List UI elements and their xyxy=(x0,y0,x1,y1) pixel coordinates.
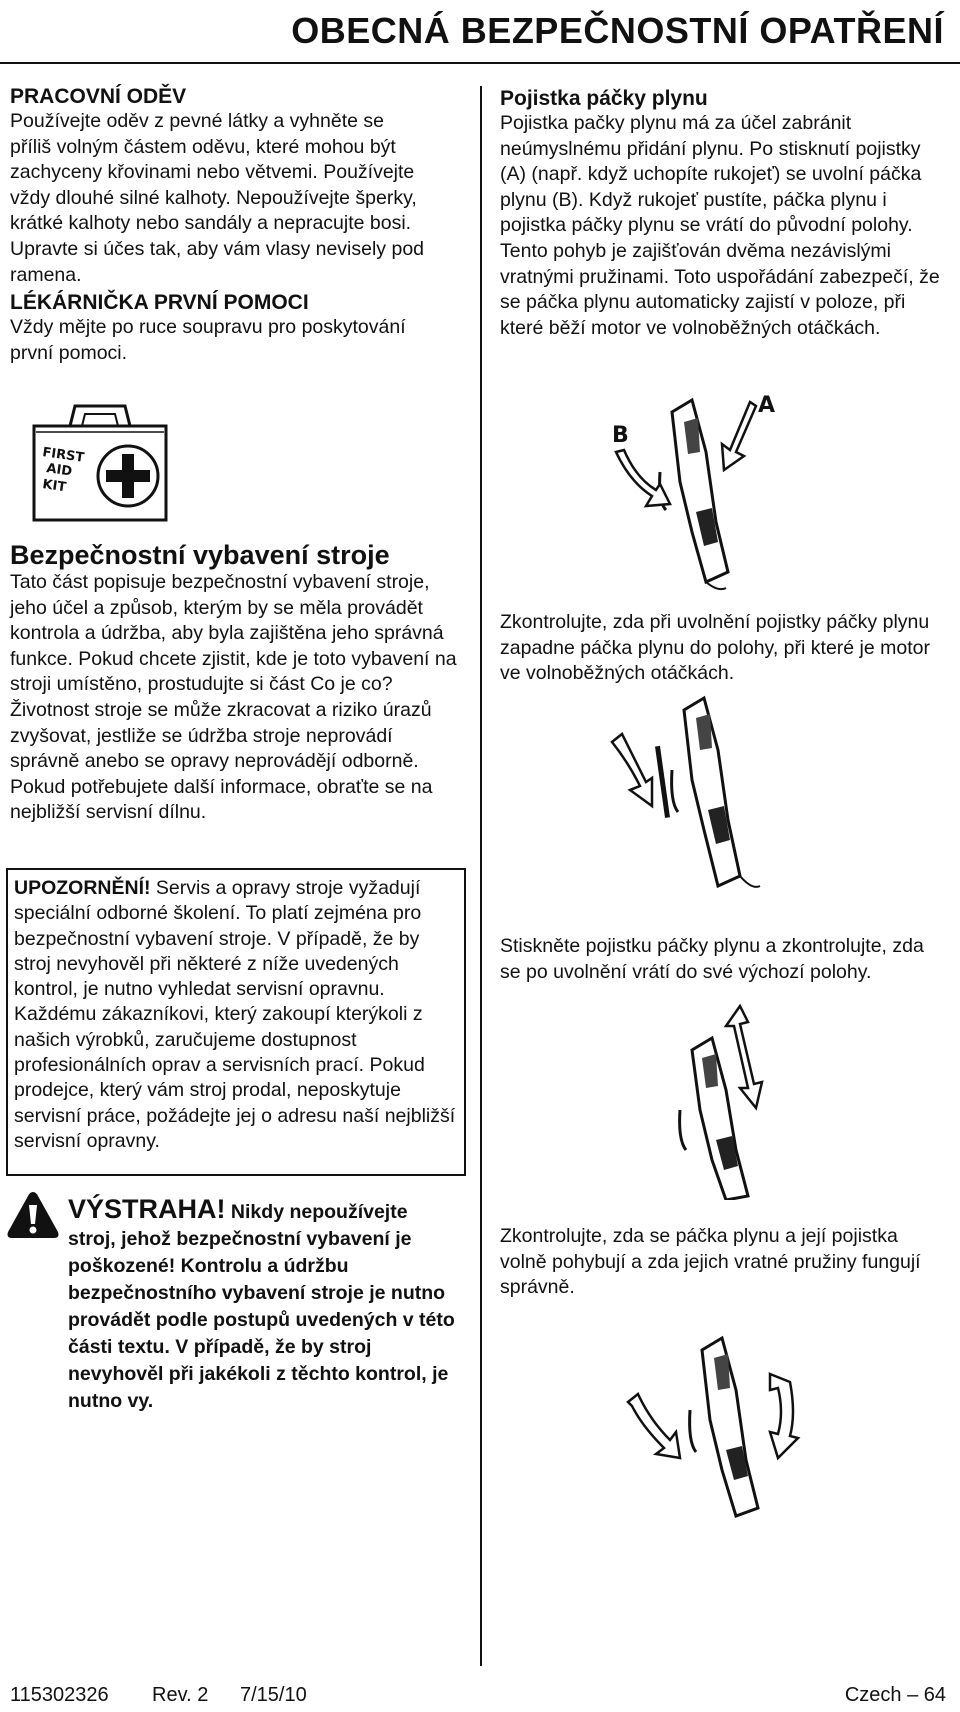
workwear-section xyxy=(10,84,430,366)
notice-text: Servis a opravy stroje vyžadují speciální odborné školení. To platí zejména pro bezpečnostní vybavení stroje. V případě, že by stroj nevyhověl při některé z níže uvedených kontrol, je nutno vyhledat servisní opravnu. Každému zákazníkovi, který zakoupí kterýkoli z našich výrobků, zaručujeme dostupnost profesionálních oprav a servisních prací. Pokud prodejce, který vám stroj prodal, neposkytuje servisní práce, požádejte jej o adresu naší nejbližší servisní opravny. xyxy=(14,877,456,1152)
check3-text: Zkontrolujte, zda se páčka plynu a její pojistka volně pohybují a zda jejich vratné pružiny fungují správně. xyxy=(500,1225,921,1299)
safety-equipment-text: Tato část popisuje bezpečnostní vybavení stroje, jeho účel a způsob, kterým by se měla provádět kontrola a údržba, aby byla zajištěna jeho správná funkce. Pokud chcete zjistit, kde je toto vybavení na stroji umístěno, prostudujte si část Co je co? Životnost stroje se může zkracovat a riziko úrazů zvyšovat, jestliže se údržba stroje neprovádí správně anebo se opravy neprovádějí odborně. Pokud potřebujete další informace, obraťte se na nejbližší servisní dílnu. xyxy=(10,571,457,824)
figure-label-b: B xyxy=(612,423,629,448)
throttle-handle-figure-4 xyxy=(620,1310,840,1520)
warning-section xyxy=(68,1196,460,1415)
workwear-heading: PRACOVNÍ ODĚV xyxy=(10,85,187,108)
title-rule xyxy=(0,62,960,64)
notice-label: UPOZORNĚNÍ! xyxy=(14,877,151,899)
check2-section xyxy=(500,934,940,985)
first-aid-kit-image xyxy=(30,396,170,526)
throttle-handle-figure-3 xyxy=(630,1000,820,1200)
safety-equipment-heading: Bezpečnostní vybavení stroje xyxy=(10,540,390,570)
check2-text: Stiskněte pojistku páčky plynu a zkontrolujte, zda se po uvolnění vrátí do své výchozí polohy. xyxy=(500,935,924,983)
throttle-lockout-text: Pojistka pačky plynu má za účel zabránit neúmyslnému přidání plynu. Po stisknutí pojistky (A) (např. když uchopíte rukojeť) se uvolní páčka plynu (B). Když rukojeť pustíte, páčka plynu i pojistka páčky plynu se vrátí do původní polohy. Tento pohyb je zajišťován dvěma nezávislými vratnými pružinami. Toto uspořádání zabezpečí, že se páčka plynu automaticky zajistí v poloze, při které běží motor ve volnoběžných otáčkách. xyxy=(500,112,940,339)
first-aid-text: Vždy mějte po ruce soupravu pro poskytování první pomoci. xyxy=(10,316,406,364)
kit-label-aid: AID xyxy=(45,461,73,480)
safety-equipment-section xyxy=(10,540,458,826)
date: 7/15/10 xyxy=(240,1684,307,1706)
check3-section xyxy=(500,1224,940,1301)
part-number: 115302326 xyxy=(10,1684,109,1706)
check1-text: Zkontrolujte, zda při uvolnění pojistky páčky plynu zapadne páčka plynu do polohy, při které je motor ve volnoběžných otáčkách. xyxy=(500,611,930,685)
page-label: Czech – 64 xyxy=(844,1684,946,1706)
throttle-lockout-section xyxy=(500,86,948,341)
column-divider xyxy=(480,86,482,1666)
page-title: OBECNÁ BEZPEČNOSTNÍ OPATŘENÍ xyxy=(291,10,944,51)
kit-label-kit: KIT xyxy=(41,477,68,496)
check1-section xyxy=(500,610,940,687)
warning-text: Nikdy nepoužívejte stroj, jehož bezpečnostní vybavení je poškozené! Kontrolu a údržbu bezpečnostního vybavení stroje je nutno provádět podle postupů uvedených v této části textu. V případě, že by stroj nevyhověl při jakékoli z těchto kontrol, je nutno vy. xyxy=(68,1201,455,1412)
kit-label-first: FIRST xyxy=(41,445,86,466)
throttle-handle-figure-2 xyxy=(600,690,820,900)
warning-triangle-icon xyxy=(6,1190,60,1240)
workwear-text: Používejte oděv z pevné látky a vyhněte se příliš volným částem oděvu, které mohou být zachyceny křovinami nebo větvemi. Používejte vždy dlouhé silné kalhoty. Nepoužívejte šperky, krátké kalhoty nebo sandály a nepracujte bosi. Upravte si účes tak, aby vám vlasy nevisely pod ramena. xyxy=(10,110,425,286)
revision: Rev. 2 xyxy=(152,1684,209,1706)
throttle-lockout-heading: Pojistka páčky plynu xyxy=(500,87,708,110)
figure-label-a: A xyxy=(758,393,776,418)
warning-label: VÝSTRAHA! xyxy=(68,1194,226,1224)
notice-box xyxy=(6,868,466,1176)
first-aid-heading: LÉKÁRNIČKA PRVNÍ POMOCI xyxy=(10,291,309,315)
throttle-handle-figure-1 xyxy=(600,392,800,592)
